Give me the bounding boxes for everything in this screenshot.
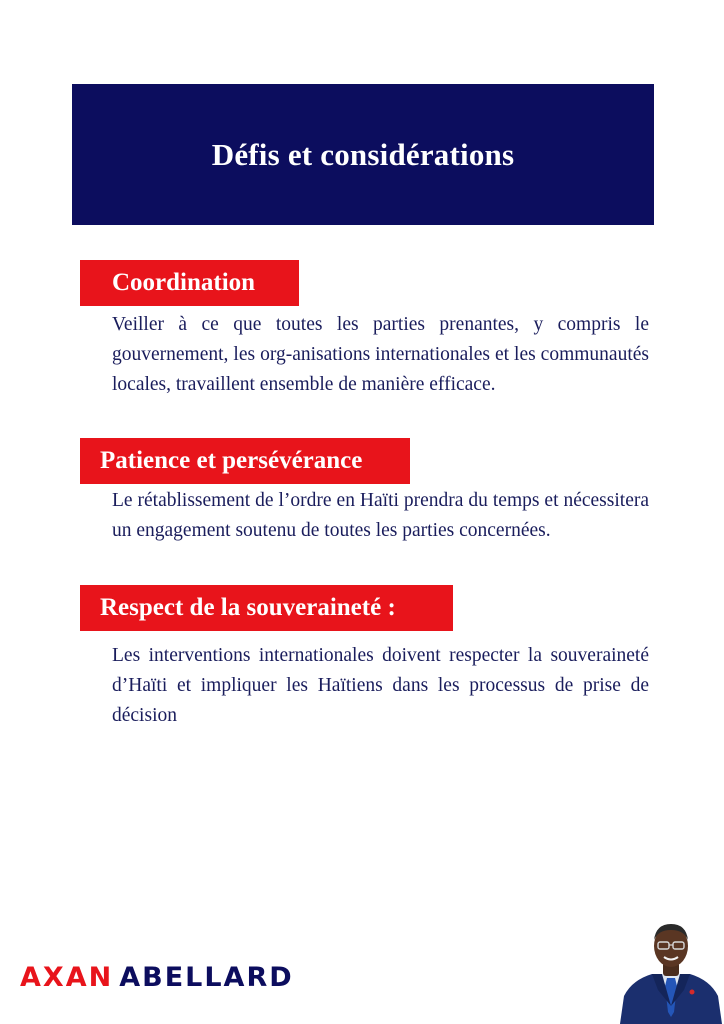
section-heading-text: Respect de la souveraineté : [100, 594, 396, 621]
brand-name [20, 962, 294, 993]
section-heading-patience [80, 438, 410, 484]
section-body-coordination: Veiller à ce que toutes les parties prenantes, y compris le gouvernement, les org-anisations internationales et les communautés locales, travaillent ensemble de manière efficace. [112, 314, 649, 395]
title-banner [72, 84, 654, 225]
section-body-souverainete: Les interventions internationales doivent respecter la souveraineté d’Haïti et impliquer les Haïtiens dans les processus de prise de décision [112, 645, 649, 726]
brand-last-name: ABELLARD [119, 962, 294, 993]
section-body-patience: Le rétablissement de l’ordre en Haïti prendra du temps et nécessitera un engagement soutenu de toutes les parties concernées. [112, 490, 649, 541]
section-heading-text: Coordination [112, 269, 256, 296]
page-title: Défis et considérations [211, 136, 515, 172]
section-heading-text: Patience et persévérance [100, 447, 363, 474]
section-heading-souverainete [80, 585, 453, 631]
portrait-image [618, 914, 724, 1024]
section-heading-coordination [80, 260, 299, 306]
lapel-pin [690, 990, 695, 995]
brand-first-name: AXAN [20, 962, 114, 993]
